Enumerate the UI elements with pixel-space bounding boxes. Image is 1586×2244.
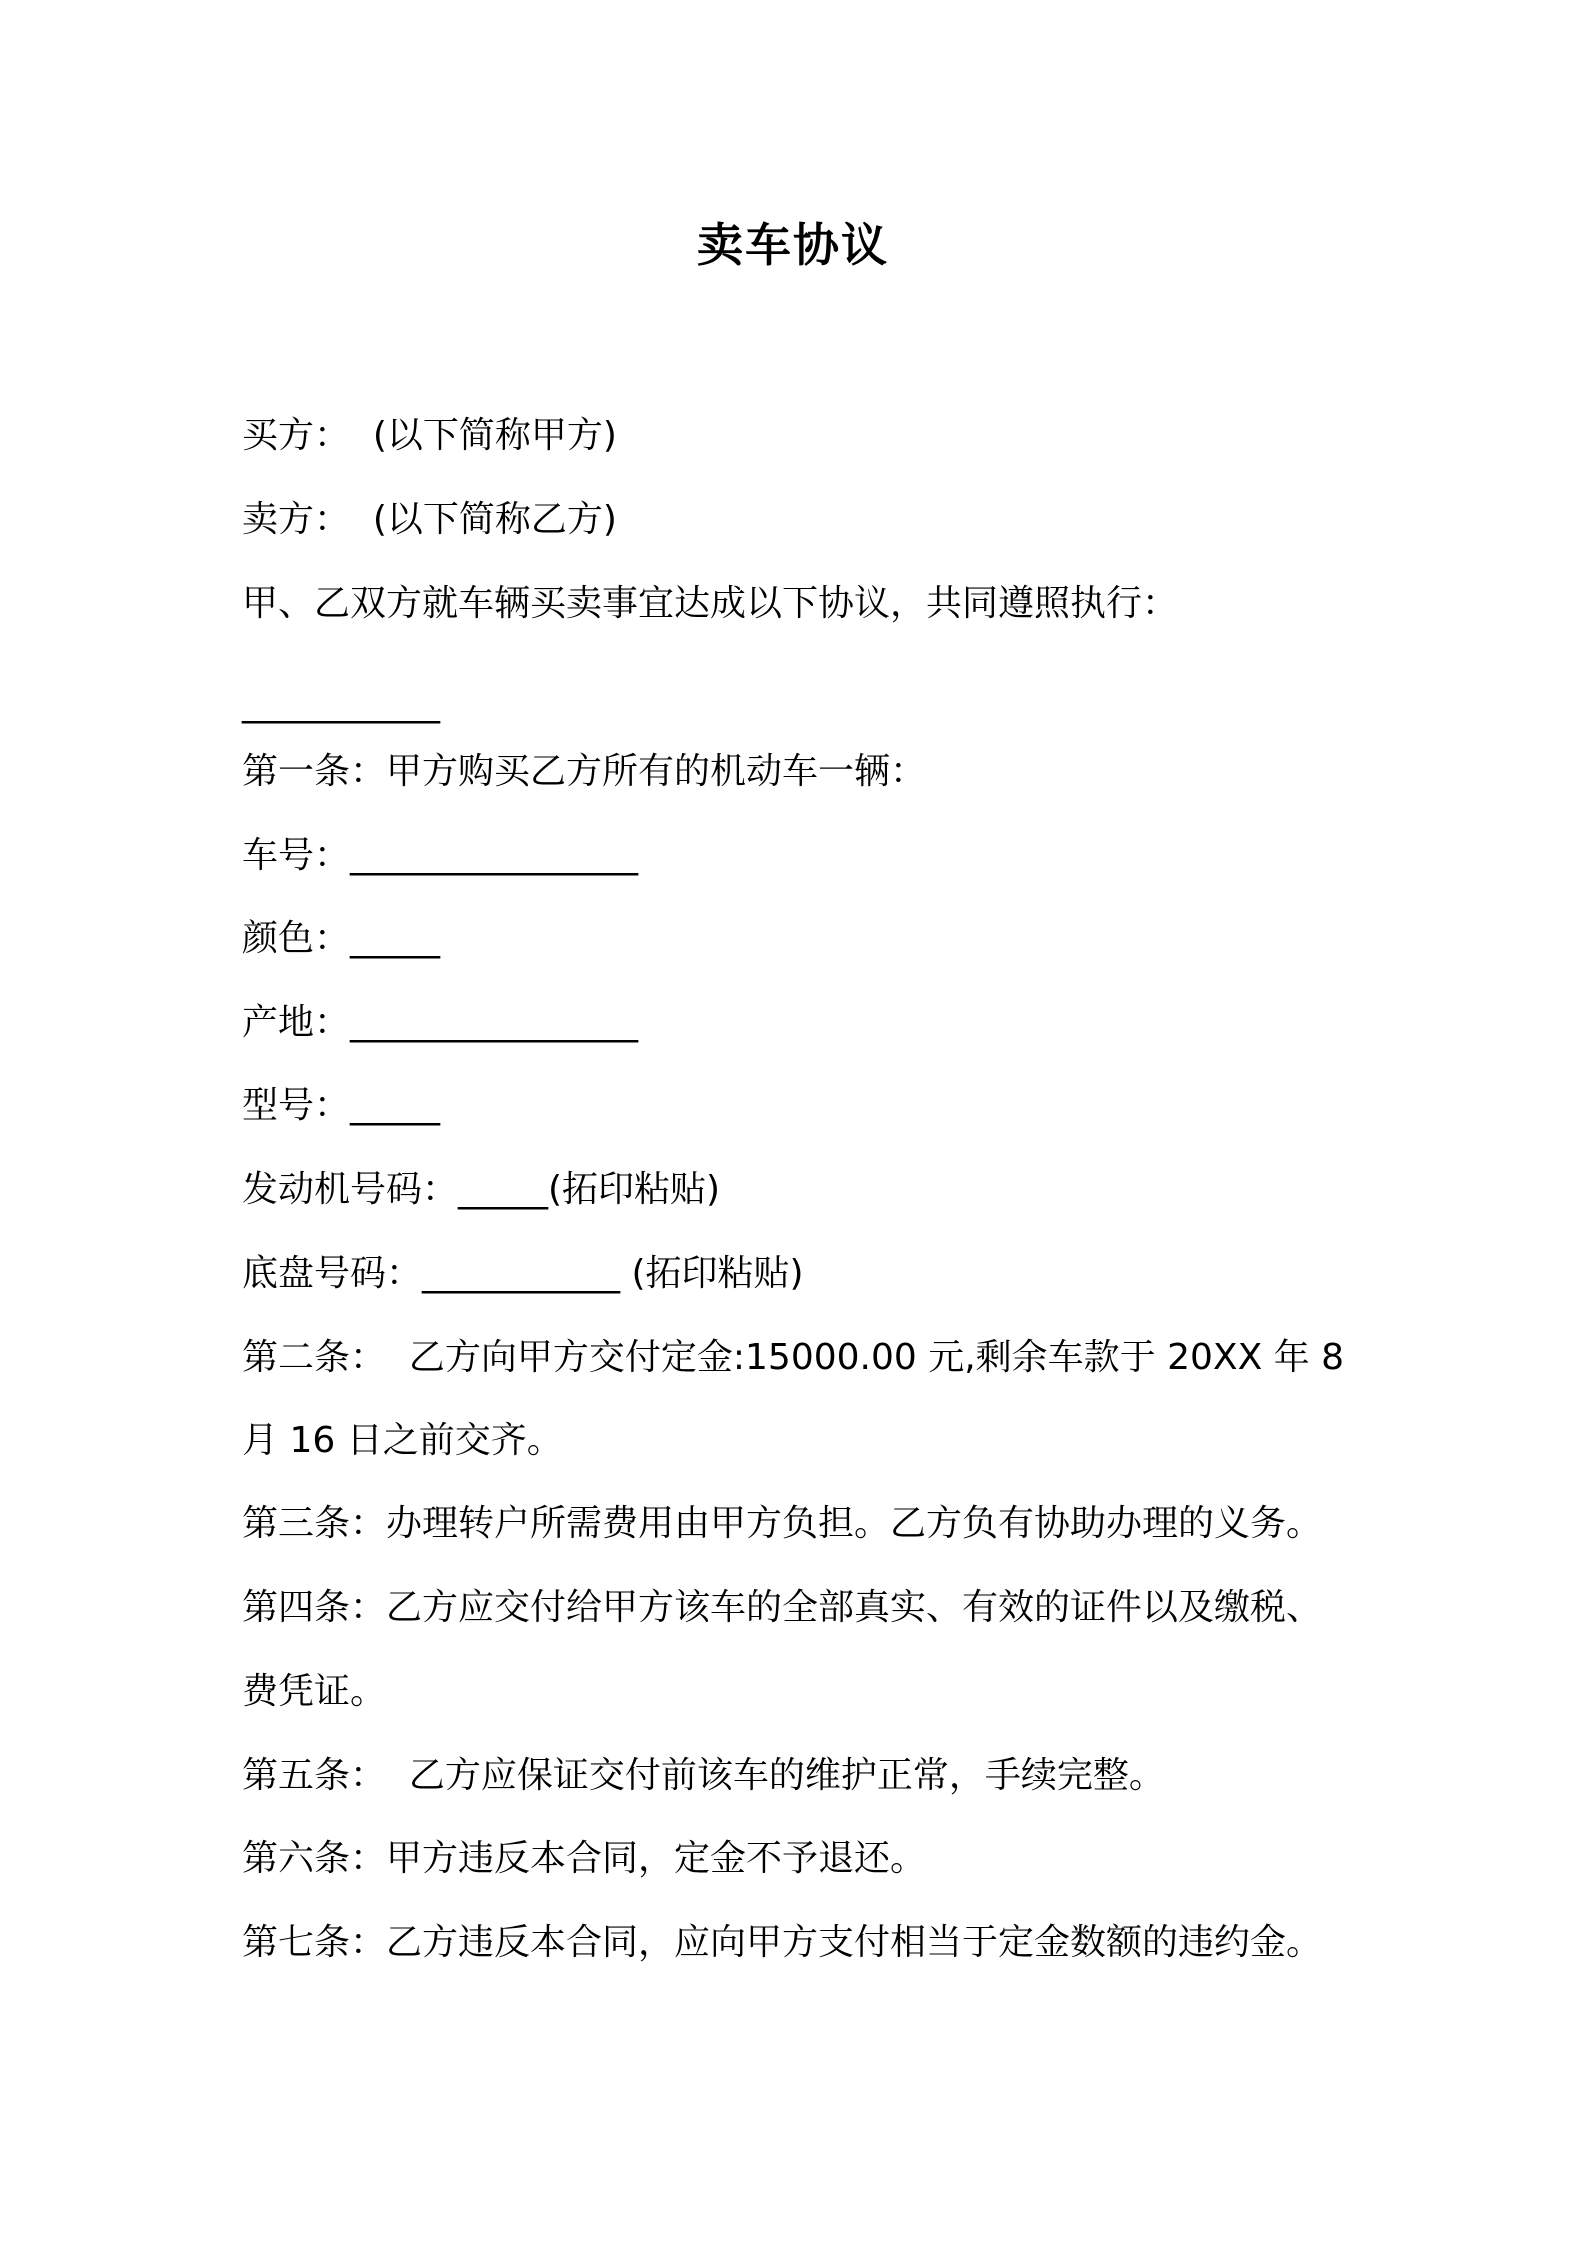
agreement-intro: 甲、乙双方就车辆买卖事宜达成以下协议，共同遵照执行： xyxy=(242,583,1179,624)
buyer-line: 买方： (以下简称甲方) xyxy=(242,415,617,456)
seller-line: 卖方： (以下简称乙方) xyxy=(242,499,617,540)
article-2: 第二条： 乙方向甲方交付定金:15000.00 元,剩余车款于 20XX 年 8 xyxy=(242,1337,1345,1378)
model-field: 型号：_____ xyxy=(242,1085,441,1126)
article-7: 第七条：乙方违反本合同，应向甲方支付相当于定金数额的违约金。 xyxy=(242,1922,1323,1963)
origin-field: 产地：________________ xyxy=(242,1002,639,1043)
article-4-cont: 费凭证。 xyxy=(242,1671,387,1712)
article-3: 第三条：办理转户所需费用由甲方负担。乙方负有协助办理的义务。 xyxy=(242,1503,1323,1544)
chassis-number-field: 底盘号码：___________ (拓印粘贴) xyxy=(242,1253,804,1294)
engine-number-field: 发动机号码：_____(拓印粘贴) xyxy=(242,1169,721,1210)
article-2-cont: 月 16 日之前交齐。 xyxy=(242,1420,563,1461)
article-6: 第六条：甲方违反本合同，定金不予退还。 xyxy=(242,1838,927,1879)
article-5: 第五条： 乙方应保证交付前该车的维护正常，手续完整。 xyxy=(242,1755,1165,1796)
blank-line: ___________ xyxy=(242,683,440,724)
article-1: 第一条：甲方购买乙方所有的机动车一辆： xyxy=(242,751,927,792)
article-4: 第四条：乙方应交付给甲方该车的全部真实、有效的证件以及缴税、 xyxy=(242,1587,1323,1628)
color-field: 颜色：_____ xyxy=(242,918,441,959)
plate-number-field: 车号：________________ xyxy=(242,835,639,876)
document-title: 卖车协议 xyxy=(697,218,889,272)
